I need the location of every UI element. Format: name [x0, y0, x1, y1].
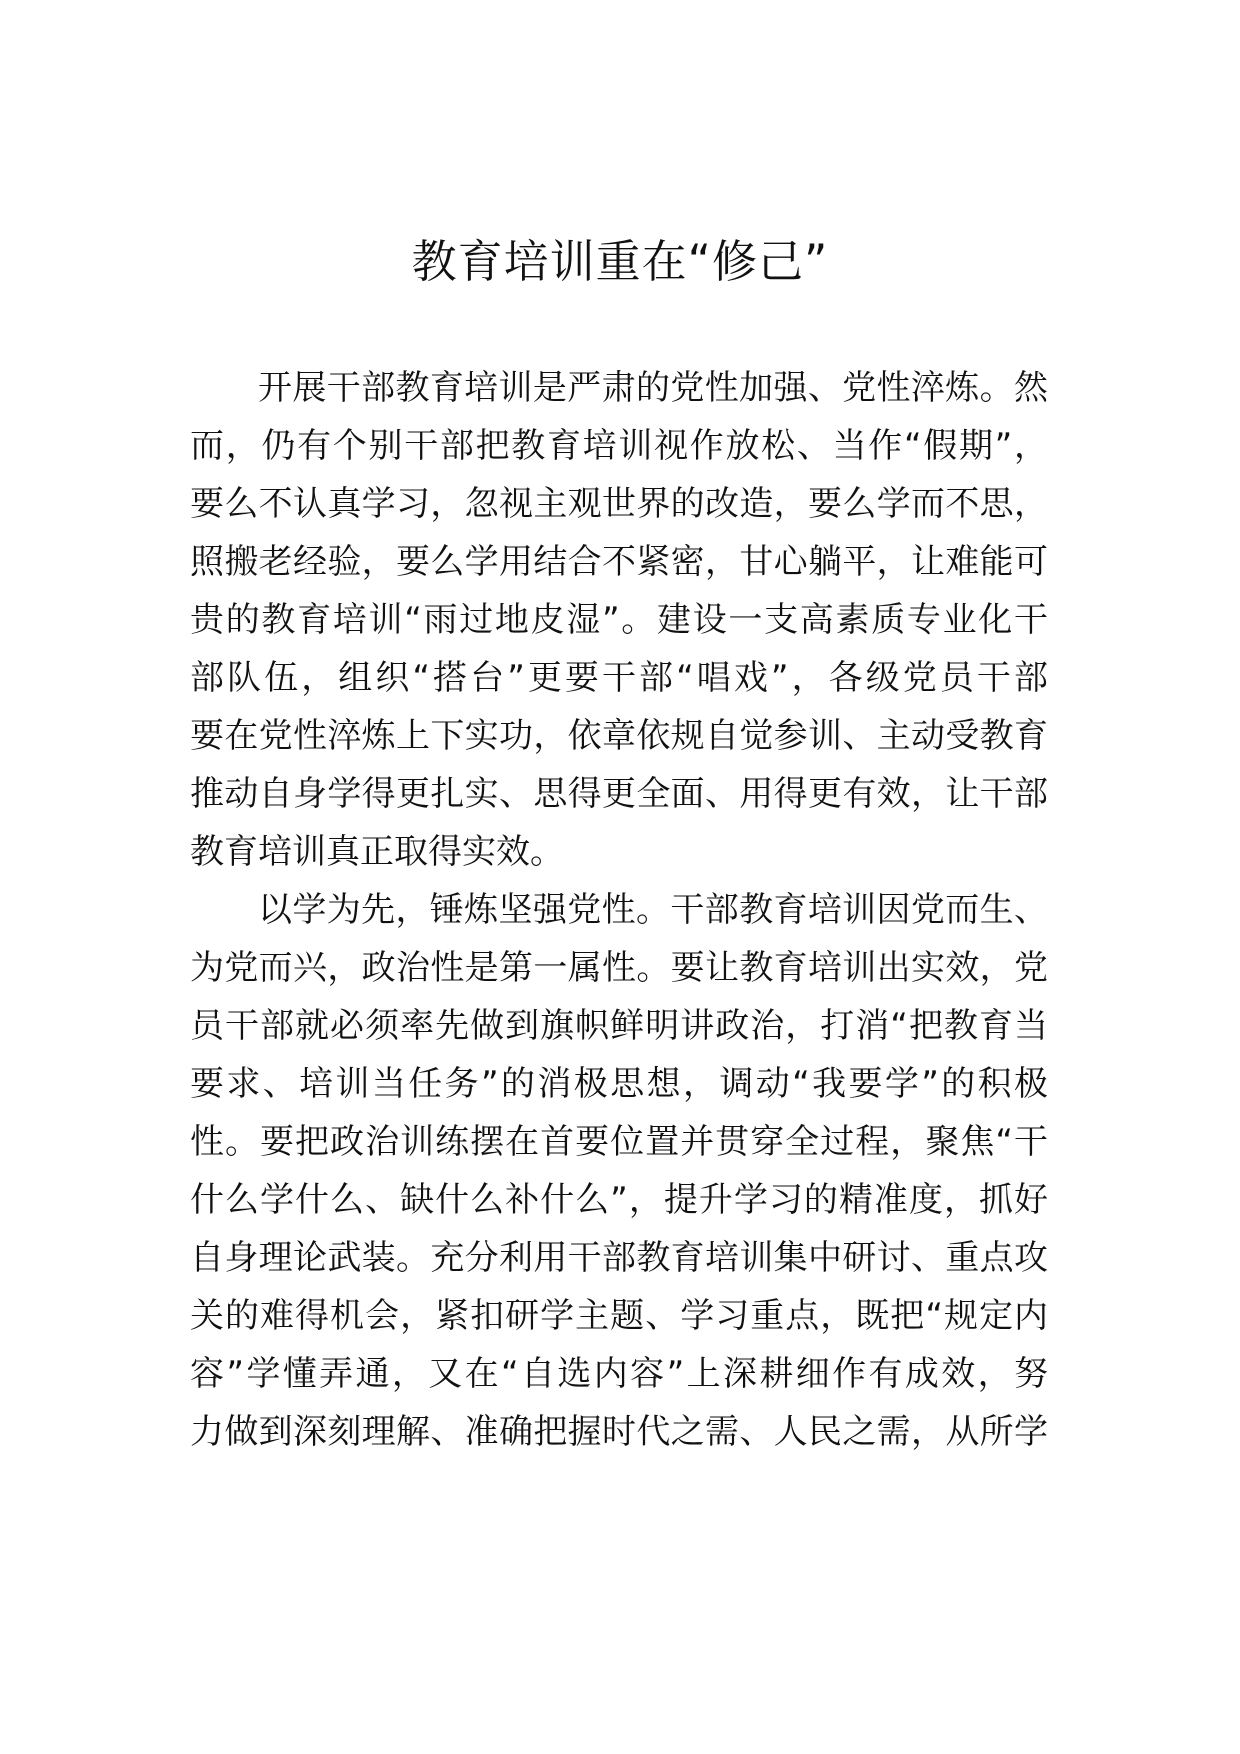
- paragraph-line: 要在党性淬炼上下实功，依章依规自觉参训、主动受教育: [190, 716, 1048, 756]
- paragraph-line: 部队伍，组织“搭台”更要干部“唱戏”，各级党员干部: [190, 658, 1048, 698]
- paragraph-line: 而，仍有个别干部把教育培训视作放松、当作“假期”，: [190, 426, 1048, 466]
- paragraph-line: 自身理论武装。充分利用干部教育培训集中研讨、重点攻: [190, 1238, 1048, 1278]
- paragraph-line: 员干部就必须率先做到旗帜鲜明讲政治，打消“把教育当: [190, 1006, 1048, 1046]
- paragraph-line: 教育培训真正取得实效。: [190, 832, 564, 872]
- paragraph-line: 力做到深刻理解、准确把握时代之需、人民之需，从所学: [190, 1412, 1048, 1452]
- paragraph-line: 什么学什么、缺什么补什么”，提升学习的精准度，抓好: [190, 1180, 1048, 1220]
- document-title: 教育培训重在“修己”: [411, 235, 829, 288]
- paragraph-line: 照搬老经验，要么学用结合不紧密，甘心躺平，让难能可: [190, 542, 1048, 582]
- paragraph-line: 贵的教育培训“雨过地皮湿”。建设一支高素质专业化干: [190, 600, 1048, 640]
- paragraph-line: 要求、培训当任务”的消极思想，调动“我要学”的积极: [190, 1064, 1048, 1104]
- paragraph-line: 关的难得机会，紧扣研学主题、学习重点，既把“规定内: [190, 1296, 1048, 1336]
- paragraph-line: 容”学懂弄通，又在“自选内容”上深耕细作有成效，努: [190, 1354, 1048, 1394]
- paragraph-line: 为党而兴，政治性是第一属性。要让教育培训出实效，党: [190, 948, 1048, 988]
- paragraph-line: 要么不认真学习，忽视主观世界的改造，要么学而不思，: [190, 484, 1048, 524]
- paragraph-line: 性。要把政治训练摆在首要位置并贯穿全过程，聚焦“干: [190, 1122, 1048, 1162]
- paragraph-line: 推动自身学得更扎实、思得更全面、用得更有效，让干部: [190, 774, 1048, 814]
- paragraph-line: 以学为先，锤炼坚强党性。干部教育培训因党而生、: [258, 890, 1048, 930]
- paragraph-line: 开展干部教育培训是严肃的党性加强、党性淬炼。然: [258, 368, 1048, 408]
